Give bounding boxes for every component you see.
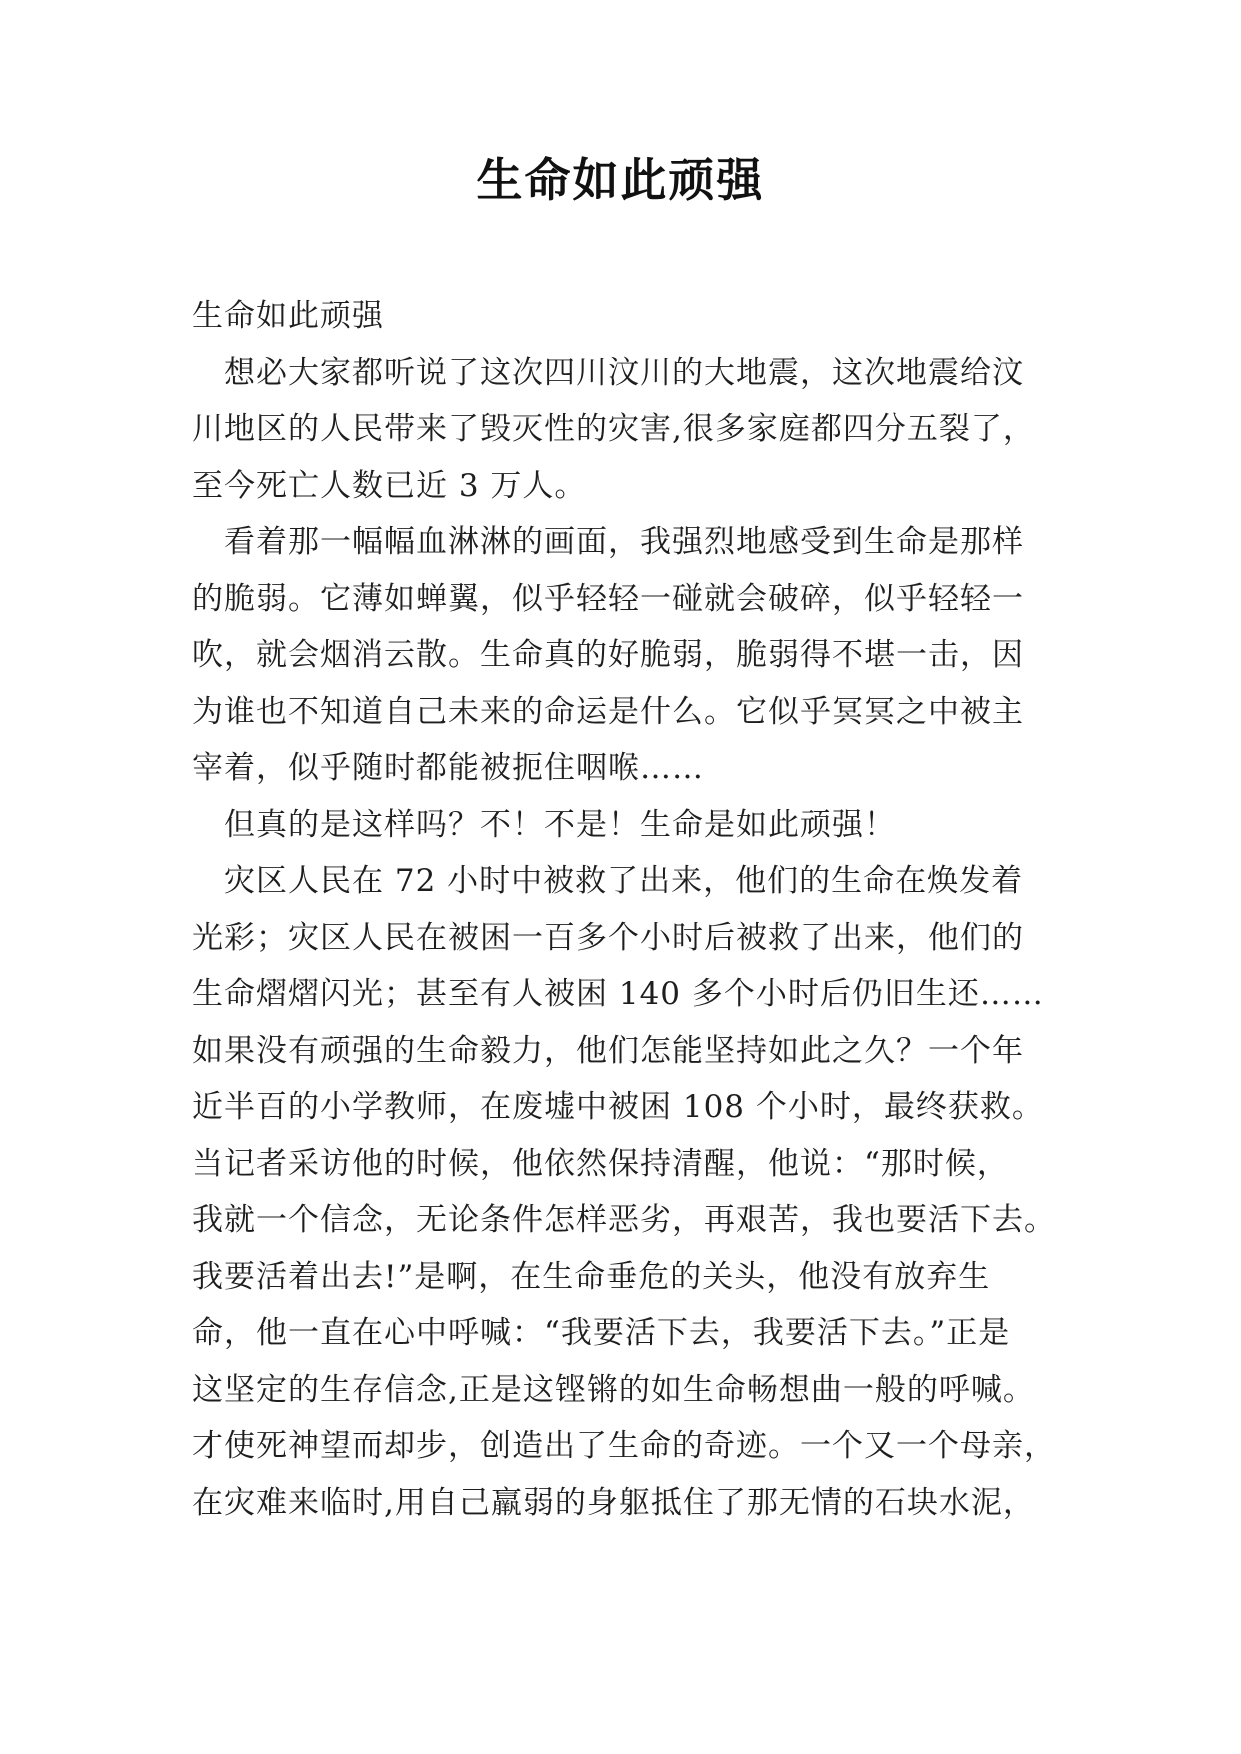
text-line: 当记者采访他的时候，他依然保持清醒，他说：“那时候， [192,1145,1009,1182]
text-line: 在灾难来临时,用自己羸弱的身躯抵住了那无情的石块水泥， [192,1484,1035,1521]
text-line: 这坚定的生存信念,正是这铿锵的如生命畅想曲一般的呼喊。 [192,1371,1035,1408]
document-title: 生命如此顽强 [476,153,765,207]
text-line: 看着那一幅幅血淋淋的画面，我强烈地感受到生命是那样 [192,524,1024,560]
text-line: 才使死神望而却步，创造出了生命的奇迹。一个又一个母亲， [192,1428,1056,1464]
text-line: 生命熠熠闪光；甚至有人被困 140 多个小时后仍旧生还…… [192,976,1044,1012]
text-line: 吹，就会烟消云散。生命真的好脆弱，脆弱得不堪一击，因 [192,637,1024,673]
text-line: 宰着，似乎随时都能被扼住咽喉…… [192,750,704,786]
text-line: 灾区人民在 72 小时中被救了出来，他们的生命在焕发着 [192,863,1024,899]
text-line: 为谁也不知道自己未来的命运是什么。它似乎冥冥之中被主 [192,693,1024,730]
document-body [192,288,1082,1531]
text-line: 如果没有顽强的生命毅力，他们怎能坚持如此之久？一个年 [192,1032,1024,1069]
text-line: 想必大家都听说了这次四川汶川的大地震，这次地震给汶 [192,354,1024,391]
text-line: 的脆弱。它薄如蝉翼，似乎轻轻一碰就会破碎，似乎轻轻一 [192,580,1024,617]
text-line: 至今死亡人数已近 3 万人。 [192,467,587,504]
text-line: 近半百的小学教师，在废墟中被困 108 个小时，最终获救。 [192,1089,1044,1125]
text-line: 我要活着出去!”是啊，在生命垂危的关头，他没有放弃生 [192,1258,991,1295]
text-line: 光彩；灾区人民在被困一百多个小时后被救了出来，他们的 [192,919,1024,956]
text-line: 我就一个信念，无论条件怎样恶劣，再艰苦，我也要活下去。 [192,1202,1056,1238]
text-line: 命，他一直在心中呼喊：“我要活下去，我要活下去。”正是 [192,1315,1011,1351]
text-line: 生命如此顽强 [192,298,384,334]
text-line: 但真的是这样吗？不！不是！生命是如此顽强！ [192,806,896,843]
text-line: 川地区的人民带来了毁灭性的灾害,很多家庭都四分五裂了， [192,411,1035,447]
